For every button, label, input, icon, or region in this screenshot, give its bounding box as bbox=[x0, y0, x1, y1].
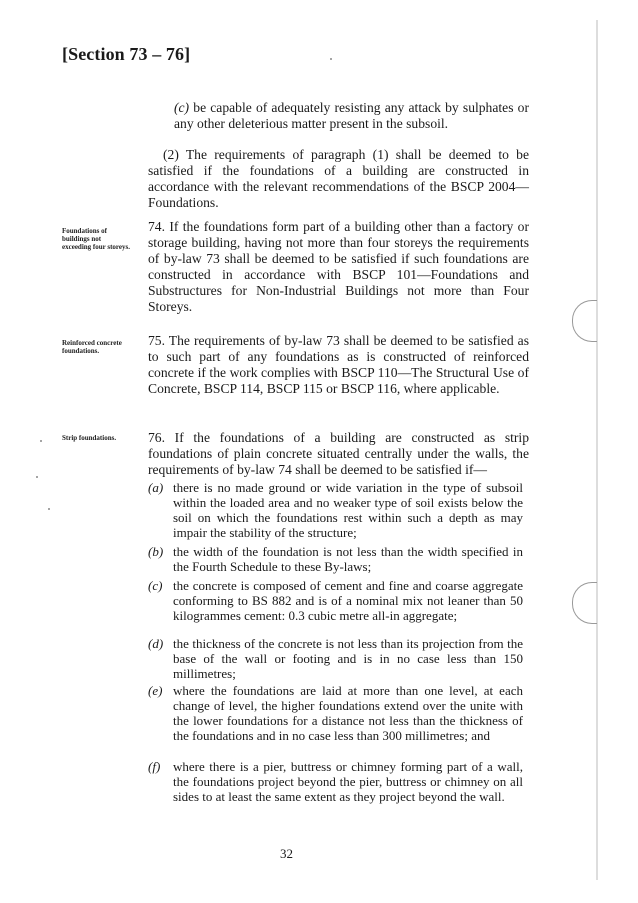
margin-note-74: Foundations of buildings not exceeding four storeys. bbox=[62, 227, 130, 251]
item-text: there is no made ground or wide variation in the type of subsoil within the loaded area and no weaker type of soil exists below the soil on which the foundations rest within such a depth as may impair the stability of the structure; bbox=[173, 480, 523, 540]
list-item-b bbox=[148, 544, 523, 574]
section-76: 76. If the foundations of a building are constructed as strip foundations of plain concrete situated centrally under the walls, the requirements of by-law 74 shall be deemed to be satisfied if— bbox=[148, 430, 529, 477]
item-label: (c) bbox=[148, 578, 163, 593]
section-75: 75. The requirements of by-law 73 shall be deemed to be satisfied as to such part of any foundations as is constructed of reinforced concrete if the work complies with BSCP 110—The Structural Use of Concrete, BSCP 114, BSCP 115 or BSCP 116, where applicable. bbox=[148, 333, 529, 396]
margin-note-76: Strip foundations. bbox=[62, 434, 117, 442]
clause-label: (c) bbox=[174, 100, 190, 115]
margin-note-75: Reinforced concrete foundations. bbox=[62, 339, 122, 355]
scan-edge-line bbox=[596, 20, 598, 880]
item-text: where the foundations are laid at more than one level, at each change of level, the higher foundations extend over the unite with the lower foundations for a distance not less than the thickness of the foundations and in no case less than 300 millimetres; and bbox=[173, 683, 523, 743]
page-number: 32 bbox=[280, 846, 293, 861]
item-text: the concrete is composed of cement and fine and coarse aggregate conforming to BS 882 and is of a nominal mix not leaner than 50 kilogrammes cement: 0.3 cubic metre all-in aggregate; bbox=[173, 578, 523, 623]
scan-speck bbox=[330, 58, 332, 60]
list-item-c bbox=[148, 578, 523, 623]
item-text: the width of the foundation is not less than the width specified in the Fourth Schedule to these By-laws; bbox=[173, 544, 523, 574]
item-label: (f) bbox=[148, 759, 161, 774]
item-text: the thickness of the concrete is not less than its projection from the base of the wall or footing and is in no case less than 150 millimetres; bbox=[173, 636, 523, 681]
item-label: (a) bbox=[148, 480, 164, 495]
scan-speck bbox=[40, 440, 42, 442]
scan-binding-mark bbox=[572, 582, 597, 624]
item-text: where there is a pier, buttress or chimney forming part of a wall, the foundations project beyond the pier, buttress or chimney on all sides to at least the same extent as they project beyond the wall. bbox=[173, 759, 523, 804]
list-item-e bbox=[148, 683, 523, 743]
scan-binding-mark bbox=[572, 300, 597, 342]
item-label: (e) bbox=[148, 683, 163, 698]
section-74: 74. If the foundations form part of a building other than a factory or storage building, having not more than four storeys the requirements of by-law 73 shall be deemed to be satisfied if such foundations are constructed in accordance with BSCP 101—Foundations and Substructures for Non-Industrial Buildings not more than Four Storeys. bbox=[148, 219, 529, 314]
list-item-d bbox=[148, 636, 523, 681]
scan-speck bbox=[48, 508, 50, 510]
list-item-f bbox=[148, 759, 523, 804]
paragraph-2: (2) The requirements of paragraph (1) shall be deemed to be satisfied if the foundations of a building are constructed in accordance with the relevant recommendations of the BSCP 2004—Foundations. bbox=[148, 147, 529, 210]
clause-text: be capable of adequately resisting any attack by sulphates or any other deleterious matter present in the subsoil. bbox=[174, 100, 529, 131]
list-item-a bbox=[148, 480, 523, 540]
item-label: (d) bbox=[148, 636, 164, 651]
scan-speck bbox=[36, 476, 38, 478]
item-label: (b) bbox=[148, 544, 164, 559]
section-header: [Section 73 – 76] bbox=[62, 44, 191, 64]
clause-c-top bbox=[174, 100, 529, 132]
